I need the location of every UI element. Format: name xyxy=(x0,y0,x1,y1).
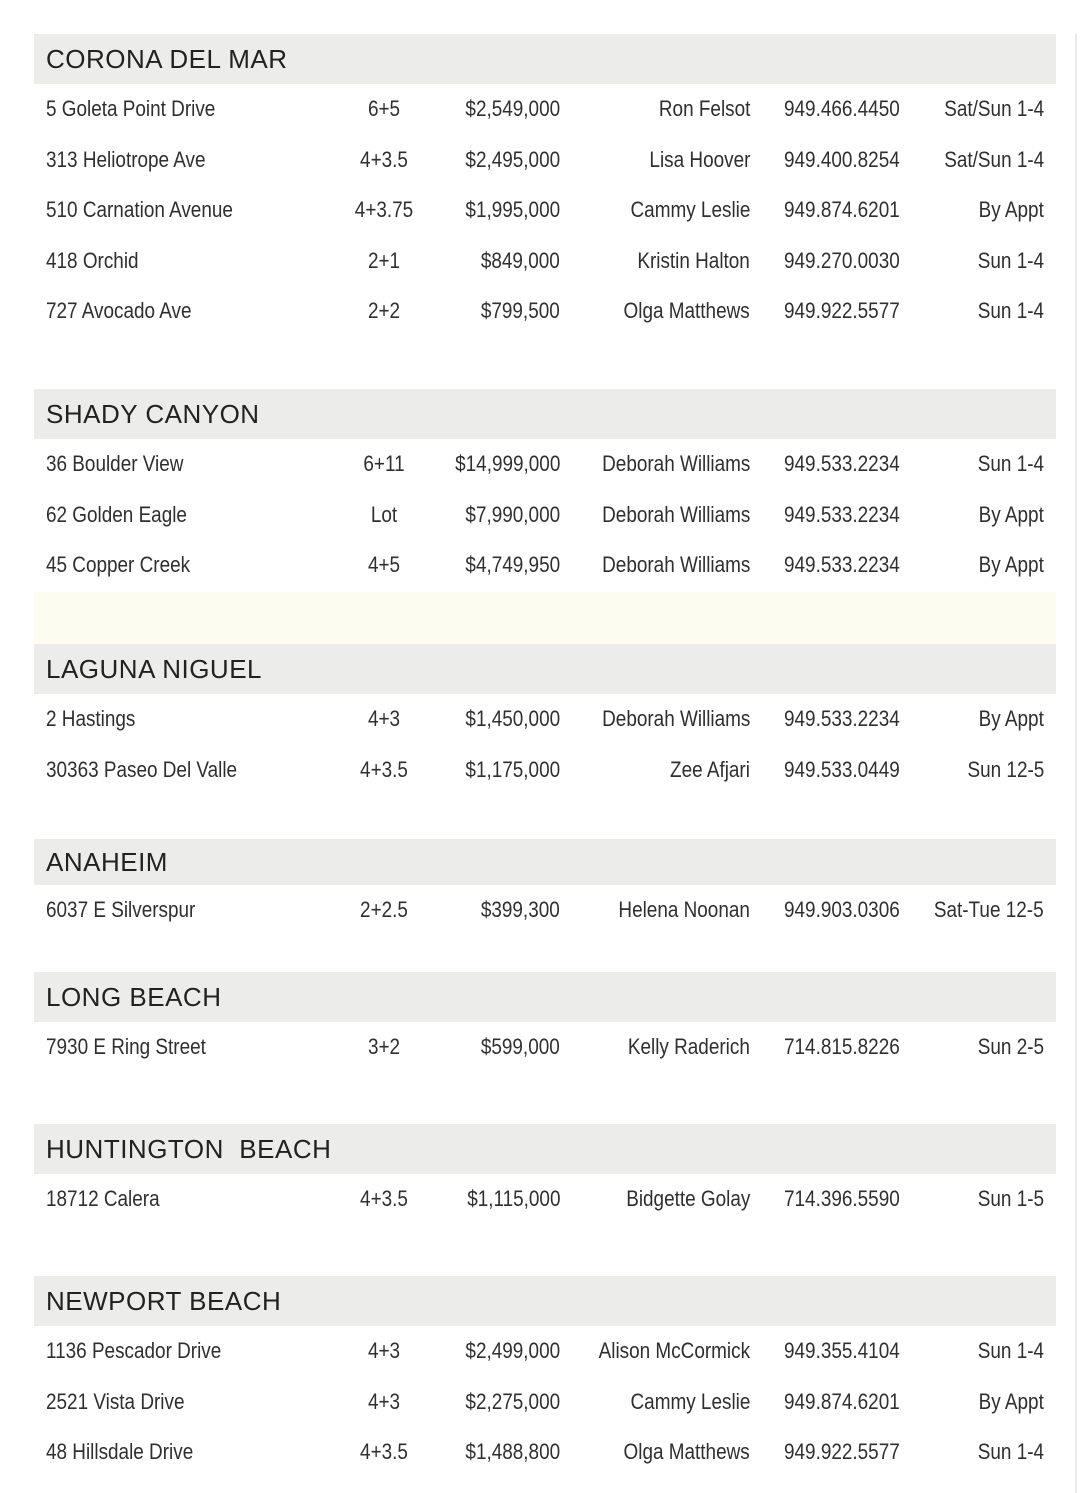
listing-hours: Sun 2-5 xyxy=(977,1034,1044,1059)
listing-phone: 949.533.2234 xyxy=(784,501,900,527)
listing-address: 62 Golden Eagle xyxy=(46,501,187,527)
listing-row xyxy=(34,745,1056,796)
listing-phone: 949.874.6201 xyxy=(784,1388,900,1414)
section-title: HUNTINGTON BEACH xyxy=(46,1134,332,1164)
listing-price: $1,450,000 xyxy=(465,706,560,731)
section-laguna-niguel xyxy=(34,644,1056,795)
section-corona-del-mar xyxy=(34,34,1056,337)
listing-address: 418 Orchid xyxy=(46,247,139,273)
section-newport-beach xyxy=(34,1276,1056,1478)
section-title: NEWPORT BEACH xyxy=(46,1286,282,1316)
listing-price: $4,749,950 xyxy=(465,552,560,578)
section-title: LONG BEACH xyxy=(46,982,222,1012)
listing-address: 7930 E Ring Street xyxy=(46,1034,206,1059)
listing-price: $849,000 xyxy=(481,247,560,273)
listing-phone: 949.466.4450 xyxy=(784,96,900,121)
listing-row xyxy=(34,439,1056,490)
listing-phone: 949.355.4104 xyxy=(784,1338,900,1363)
listing-hours: Sun 1-4 xyxy=(977,1439,1044,1465)
listing-price: $1,115,000 xyxy=(466,1186,560,1211)
listing-phone: 949.270.0030 xyxy=(784,247,900,273)
listing-address: 6037 E Silverspur xyxy=(46,897,196,922)
listing-agent: Cammy Leslie xyxy=(630,197,750,223)
listing-beds-baths: 4+3 xyxy=(367,1338,401,1363)
listing-phone: 714.815.8226 xyxy=(784,1034,900,1059)
listing-hours: Sun 1-5 xyxy=(977,1186,1044,1211)
listing-phone: 949.533.2234 xyxy=(784,451,900,476)
listing-address: 313 Heliotrope Ave xyxy=(46,146,206,172)
listing-beds-baths: 2+2.5 xyxy=(360,897,408,922)
listing-beds-baths: 4+3 xyxy=(367,706,401,731)
listing-address: 18712 Calera xyxy=(46,1186,160,1211)
section-title: ANAHEIM xyxy=(46,847,168,877)
section-header xyxy=(34,644,1056,694)
listing-address: 727 Avocado Ave xyxy=(46,298,192,324)
listing-price: $2,275,000 xyxy=(465,1388,560,1414)
listing-price: $1,488,800 xyxy=(465,1439,560,1465)
listing-row xyxy=(34,694,1056,745)
listing-price: $7,990,000 xyxy=(465,501,560,527)
listing-hours: Sun 1-4 xyxy=(977,298,1044,324)
listing-hours: Sun 1-4 xyxy=(977,247,1044,273)
listing-agent: Zee Afjari xyxy=(670,756,750,782)
listing-row xyxy=(34,540,1056,591)
highlight-band xyxy=(34,592,1056,644)
listing-row xyxy=(34,885,1056,936)
listing-agent: Deborah Williams xyxy=(601,451,750,476)
listing-address: 45 Copper Creek xyxy=(46,552,191,578)
section-header xyxy=(34,389,1056,439)
listing-price: $2,549,000 xyxy=(465,96,560,121)
listing-hours: Sat/Sun 1-4 xyxy=(944,96,1044,121)
page-edge-divider xyxy=(1075,34,1077,1493)
listing-hours: By Appt xyxy=(978,552,1044,578)
listing-row xyxy=(34,286,1056,337)
listing-phone: 949.533.2234 xyxy=(784,706,900,731)
listing-agent: Cammy Leslie xyxy=(630,1388,750,1414)
listing-beds-baths: 4+5 xyxy=(367,552,401,578)
listing-hours: By Appt xyxy=(978,501,1044,527)
listing-phone: 949.533.2234 xyxy=(784,552,900,578)
listing-price: $2,495,000 xyxy=(465,146,560,172)
listing-beds-baths: 2+1 xyxy=(367,247,401,273)
listing-price: $799,500 xyxy=(481,298,560,324)
section-header xyxy=(34,972,1056,1022)
listing-address: 48 Hillsdale Drive xyxy=(46,1439,194,1465)
listing-hours: By Appt xyxy=(978,1388,1044,1414)
section-huntington-beach xyxy=(34,1124,1056,1225)
listing-phone: 949.874.6201 xyxy=(784,197,900,223)
listing-row xyxy=(34,84,1056,135)
section-header xyxy=(34,34,1056,84)
listing-agent: Bidgette Golay xyxy=(625,1186,750,1211)
listing-hours: Sun 1-4 xyxy=(977,451,1044,476)
listing-price: $399,300 xyxy=(481,897,560,922)
listing-agent: Kelly Raderich xyxy=(628,1034,750,1059)
listing-address: 1136 Pescador Drive xyxy=(46,1338,222,1363)
listing-row xyxy=(34,1377,1056,1428)
listing-price: $14,999,000 xyxy=(454,451,560,476)
listing-row xyxy=(34,1326,1056,1377)
listing-row xyxy=(34,1174,1056,1225)
listing-beds-baths: 3+2 xyxy=(367,1034,401,1059)
listing-row xyxy=(34,490,1056,541)
listing-phone: 949.400.8254 xyxy=(784,146,900,172)
section-header xyxy=(34,839,1056,885)
listing-address: 5 Goleta Point Drive xyxy=(46,96,216,121)
listing-row xyxy=(34,185,1056,236)
listing-hours: Sat-Tue 12-5 xyxy=(934,897,1044,922)
listing-beds-baths: 4+3.5 xyxy=(360,756,408,782)
listing-beds-baths: 6+5 xyxy=(367,96,401,121)
listing-row xyxy=(34,236,1056,287)
listing-beds-baths: Lot xyxy=(370,501,398,527)
section-title: LAGUNA NIGUEL xyxy=(46,654,263,684)
listing-beds-baths: 4+3.5 xyxy=(360,146,408,172)
listing-row xyxy=(34,1022,1056,1073)
listing-agent: Helena Noonan xyxy=(618,897,750,922)
listing-beds-baths: 4+3.75 xyxy=(354,197,414,223)
listing-agent: Deborah Williams xyxy=(601,501,750,527)
listing-phone: 949.903.0306 xyxy=(784,897,900,922)
section-shady-canyon xyxy=(34,389,1056,591)
listing-price: $1,995,000 xyxy=(465,197,560,223)
listing-price: $599,000 xyxy=(481,1034,560,1059)
section-header xyxy=(34,1124,1056,1174)
listing-beds-baths: 6+11 xyxy=(363,451,405,476)
listing-beds-baths: 2+2 xyxy=(367,298,401,324)
listing-beds-baths: 4+3 xyxy=(367,1388,401,1414)
listing-address: 30363 Paseo Del Valle xyxy=(46,756,238,782)
listing-agent: Olga Matthews xyxy=(623,298,750,324)
listing-address: 2 Hastings xyxy=(46,706,136,731)
listing-beds-baths: 4+3.5 xyxy=(360,1186,408,1211)
listing-phone: 949.922.5577 xyxy=(784,298,900,324)
section-header xyxy=(34,1276,1056,1326)
listing-price: $1,175,000 xyxy=(465,756,560,782)
section-title: CORONA DEL MAR xyxy=(46,44,288,74)
listing-phone: 949.922.5577 xyxy=(784,1439,900,1465)
listing-hours: By Appt xyxy=(978,197,1044,223)
listing-phone: 714.396.5590 xyxy=(784,1186,900,1211)
listing-phone: 949.533.0449 xyxy=(784,756,900,782)
listing-beds-baths: 4+3.5 xyxy=(360,1439,408,1465)
listing-row xyxy=(34,135,1056,186)
listing-agent: Alison McCormick xyxy=(598,1338,750,1363)
listing-hours: Sat/Sun 1-4 xyxy=(944,146,1044,172)
listing-hours: Sun 1-4 xyxy=(977,1338,1044,1363)
listing-agent: Deborah Williams xyxy=(601,706,750,731)
listing-agent: Olga Matthews xyxy=(623,1439,750,1465)
listing-address: 2521 Vista Drive xyxy=(46,1388,185,1414)
listing-address: 510 Carnation Avenue xyxy=(46,197,233,223)
listing-hours: Sun 12-5 xyxy=(967,756,1044,782)
section-anaheim xyxy=(34,839,1056,936)
listing-price: $2,499,000 xyxy=(465,1338,560,1363)
section-title: SHADY CANYON xyxy=(46,399,260,429)
listing-agent: Deborah Williams xyxy=(601,552,750,578)
listing-agent: Ron Felsot xyxy=(658,96,750,121)
listing-agent: Lisa Hoover xyxy=(649,146,750,172)
listing-hours: By Appt xyxy=(978,706,1044,731)
listing-row xyxy=(34,1427,1056,1478)
section-long-beach xyxy=(34,972,1056,1073)
listing-address: 36 Boulder View xyxy=(46,451,184,476)
listing-agent: Kristin Halton xyxy=(637,247,750,273)
